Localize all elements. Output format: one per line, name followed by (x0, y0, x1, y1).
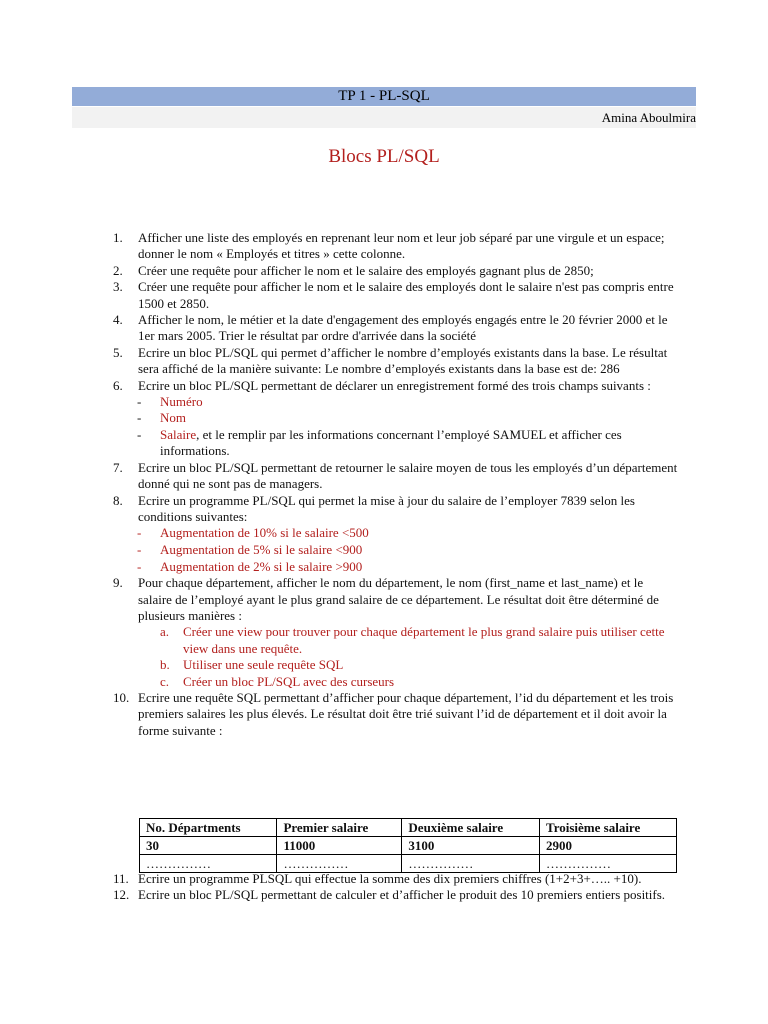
dash-bullet: - (137, 394, 142, 410)
method-letter: c. (160, 673, 170, 689)
list-item (0, 345, 678, 378)
list-item (0, 887, 678, 903)
exercise-list (0, 230, 768, 739)
method-item (0, 657, 683, 673)
field-item (0, 427, 678, 460)
condition-item (0, 559, 678, 576)
list-item (0, 263, 678, 279)
condition-text: Augmentation de 5% si le salaire <900 (160, 541, 363, 557)
dash-bullet: - (137, 558, 142, 574)
method-item (0, 624, 683, 657)
list-item (0, 871, 678, 887)
item-text: Ecrire un programme PL/SQL qui permet la mise à jour du salaire de l’employer 7839 selon les conditions suivantes: (138, 492, 635, 524)
field-description: , et le remplir par les informations concernant l’employé SAMUEL et afficher ces informations. (160, 426, 622, 459)
dash-bullet: - (137, 410, 142, 426)
method-text: Utiliser une seule requête SQL (183, 657, 344, 673)
table-cell: 11000 (277, 837, 402, 855)
condition-item (0, 542, 678, 559)
item-text: Pour chaque département, afficher le nom du département, le nom (first_name et last_name) et le salaire de l’employé ayant le plus grand salaire de ce département. Le résultat doit être déterminé de plusieurs manières : (138, 575, 659, 623)
list-item (0, 690, 678, 739)
exercise-list-continued (0, 871, 768, 904)
document-title: TP 1 - PL-SQL (338, 88, 430, 104)
item-number: 4. (113, 312, 123, 328)
list-item (0, 312, 678, 345)
table-cell: …………… (540, 855, 677, 873)
author-bar (72, 107, 696, 128)
item-text: Créer une requête pour afficher le nom et le salaire des employés gagnant plus de 2850; (138, 262, 594, 278)
list-item (0, 230, 678, 263)
item-text: Ecrire un programme PLSQL qui effectue la somme des dix premiers chiffres (1+2+3+….. +10). (138, 871, 642, 886)
table-cell: …………… (277, 855, 402, 873)
item-number: 8. (113, 492, 123, 508)
item-number: 1. (113, 230, 123, 245)
item-number: 7. (113, 459, 123, 475)
item-number: 9. (113, 575, 123, 591)
table-row (140, 837, 677, 855)
item-text: Ecrire un bloc PL/SQL permettant de déclarer un enregistrement formé des trois champs suivants : (138, 377, 651, 393)
item-number: 11. (113, 871, 129, 886)
method-letter: a. (160, 624, 170, 640)
field-item (0, 410, 678, 426)
item-number: 2. (113, 262, 123, 278)
method-item (0, 674, 683, 690)
item-number: 12. (113, 887, 130, 903)
author-name: Amina Aboulmira (601, 110, 696, 125)
list-item (0, 279, 678, 312)
table-cell: …………… (140, 855, 277, 873)
item-text: Afficher le nom, le métier et la date d'engagement des employés engagés entre le 20 février 2000 et le 1er mars 2005. Trier le résultat par ordre d'arrivée dans la société (138, 312, 668, 344)
condition-text: Augmentation de 10% si le salaire <500 (160, 525, 369, 541)
salary-table (139, 818, 677, 873)
item-text: Ecrire un bloc PL/SQL permettant de retourner le salaire moyen de tous les employés d’un département donné qui ne sont pas de managers. (138, 459, 678, 492)
item-text: Ecrire un bloc PL/SQL qui permet d’afficher le nombre d’employés existants dans la base. Le résultat sera affiché de la manière suivante: Le nombre d’employés existants dans la base est de: 286 (138, 344, 668, 377)
field-name: Numéro (160, 394, 203, 410)
dash-bullet: - (137, 541, 142, 557)
field-item (0, 394, 678, 410)
list-item (0, 378, 678, 394)
field-name: Nom (160, 410, 186, 426)
table-cell: 30 (140, 837, 277, 855)
table-cell: …………… (402, 855, 540, 873)
list-item (0, 493, 678, 526)
list-item (0, 460, 678, 493)
table-row (140, 855, 677, 873)
item-number: 6. (113, 377, 123, 393)
section-heading: Blocs PL/SQL (328, 146, 440, 167)
item-text: Ecrire un bloc PL/SQL permettant de calculer et d’afficher le produit des 10 premiers entiers positifs. (138, 887, 666, 903)
dash-bullet: - (137, 426, 142, 442)
table-header-row (140, 819, 677, 837)
method-letter: b. (160, 657, 170, 673)
item-text: Créer une requête pour afficher le nom et le salaire des employés dont le salaire n'est pas compris entre 1500 et 2850. (138, 279, 674, 311)
method-text: Créer une view pour trouver pour chaque département le plus grand salaire puis utiliser cette view dans une requête. (183, 624, 665, 656)
table-header-cell: Troisième salaire (540, 819, 677, 837)
method-text: Créer un bloc PL/SQL avec des curseurs (183, 673, 395, 689)
condition-item (0, 525, 678, 542)
item-number: 10. (113, 689, 130, 705)
item-text: Ecrire une requête SQL permettant d’afficher pour chaque département, l’id du département et les trois premiers salaires les plus élevés. Le résultat doit être trié suivant l’id de département et il doit avoir la forme suivante : (138, 689, 674, 738)
table-header-cell: Premier salaire (277, 819, 402, 837)
document-title-bar (72, 87, 696, 106)
item-text: Afficher une liste des employés en reprenant leur nom et leur job séparé par une virgule et un espace; donner le nom « Employés et titres » cette colonne. (138, 230, 665, 262)
table-header-cell: No. Départments (140, 819, 277, 837)
table-header-cell: Deuxième salaire (402, 819, 540, 837)
table-cell: 3100 (402, 837, 540, 855)
item-number: 5. (113, 344, 123, 360)
condition-text: Augmentation de 2% si le salaire >900 (160, 558, 363, 574)
dash-bullet: - (137, 525, 142, 541)
item-number: 3. (113, 279, 123, 295)
table-cell: 2900 (540, 837, 677, 855)
field-name: Salaire (160, 426, 197, 442)
list-item (0, 575, 678, 624)
